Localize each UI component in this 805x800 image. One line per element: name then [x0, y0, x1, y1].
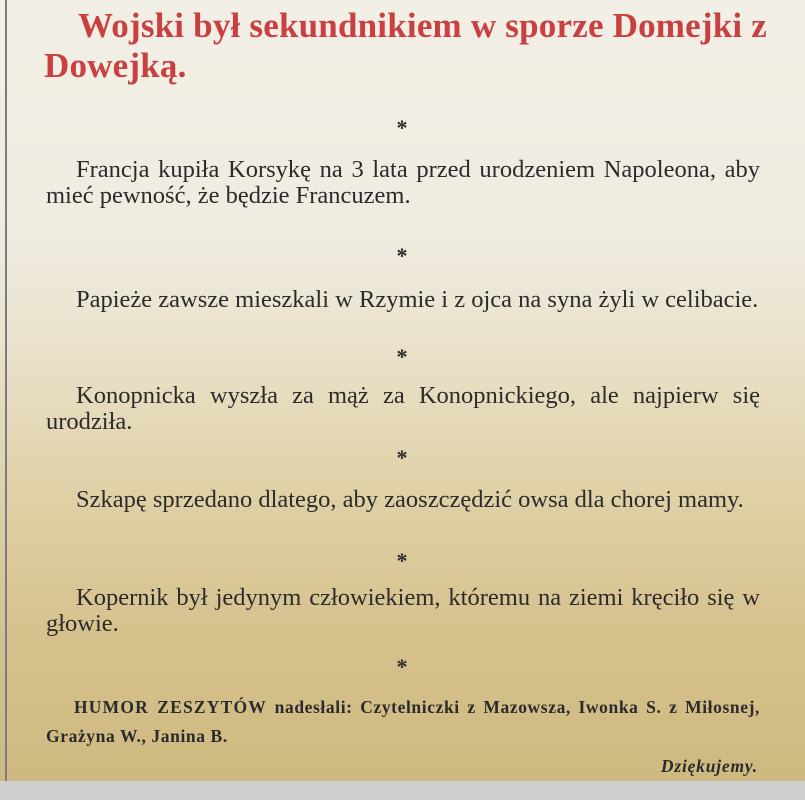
page-bottom-edge [0, 781, 805, 800]
separator-star: * [396, 243, 408, 268]
paragraph-3: Konopnicka wyszła za mąż za Konopnickiego, ale najpierw się urodziła. [46, 382, 760, 435]
footer-contributors: nadesłali: Czytelniczki z Mazowsza, Iwonka S. z Miłosnej, Grażyna W., Janina B. [46, 697, 760, 746]
separator-star: * [396, 654, 408, 679]
separator-star: * [396, 548, 408, 573]
separator-star: * [396, 344, 408, 369]
footer-heading: HUMOR ZESZYTÓW [74, 697, 268, 717]
paragraph-2: Papieże zawsze mieszkali w Rzymie i z ojca na syna żyli w celibacie. [76, 286, 759, 313]
paragraph-1: Francja kupiła Korsykę na 3 lata przed urodzeniem Napoleona, aby mieć pewność, że będzie Francuzem. [46, 156, 760, 209]
paragraph-5: Kopernik był jedynym człowiekiem, któremu na ziemi kręciło się w głowie. [46, 584, 760, 637]
paragraph-4: Szkapę sprzedano dlatego, aby zaoszczędzić owsa dla chorej mamy. [76, 486, 744, 513]
contributors-footer [46, 693, 760, 751]
left-border-line [5, 0, 7, 800]
separator-star: * [396, 445, 408, 470]
separator-star: * [396, 115, 408, 140]
thanks-signoff: Dziękujemy. [660, 756, 758, 776]
article-title: Wojski był sekundnikiem w sporze Domejki z Dowejką. [44, 6, 768, 85]
